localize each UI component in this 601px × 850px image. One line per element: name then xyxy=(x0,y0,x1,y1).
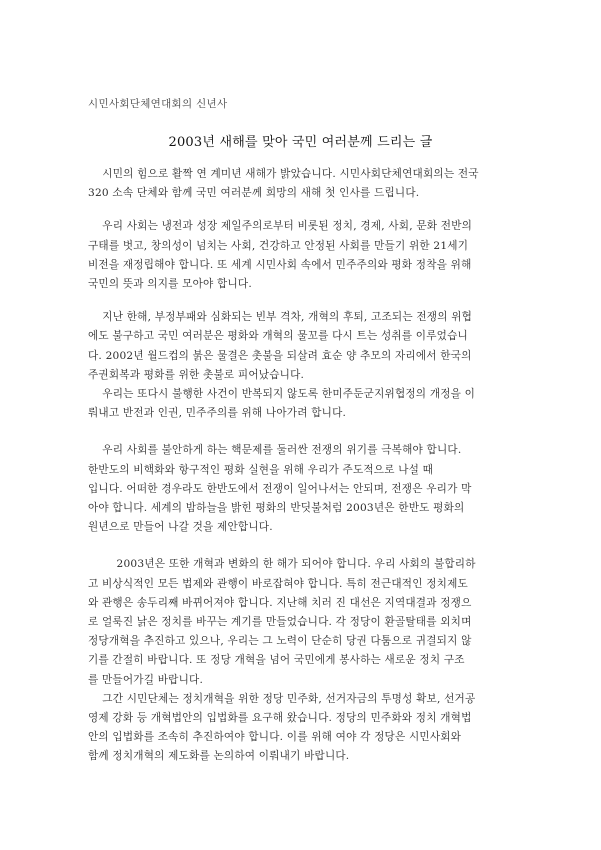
paragraph-line: 구태를 벗고, 창의성이 넘치는 사회, 건강하고 안정된 사회를 만들기 위한 21세기 xyxy=(88,239,469,252)
paragraph-line: 지난 한해, 부정부패와 심화되는 빈부 격차, 개혁의 후퇴, 고조되는 전쟁의 위협 xyxy=(88,311,473,324)
paragraph xyxy=(88,555,518,766)
paragraph-line: 320 소속 단체와 함께 국민 여러분께 희망의 새해 첫 인사를 드립니다. xyxy=(88,187,420,200)
paragraph-line: 영제 강화 등 개혁법안의 입법화를 요구해 왔습니다. 정당의 민주화와 정치 개혁법 xyxy=(88,712,472,725)
paragraph-line: 아야 합니다. 세계의 밤하늘을 밝힌 평화의 반딧불처럼 2003년은 한반도 평화의 xyxy=(88,502,465,515)
paragraph-line: 안의 입법화를 조속히 추진하여야 합니다. 이를 위해 여야 각 정당은 시민사회와 xyxy=(88,731,462,744)
paragraph-line: 다. 2002년 월드컵의 붉은 물결은 촛불을 되살려 효순 양 추모의 자리에서 한국의 xyxy=(88,349,472,362)
paragraph-line: 뤄내고 반전과 인권, 민주주의를 위해 나아가려 합니다. xyxy=(88,407,347,420)
paragraph-line: 에도 불구하고 국민 여러분은 평화와 개혁의 물꼬를 다시 트는 성취를 이루었습니 xyxy=(88,330,468,343)
paragraph-line: 정당개혁을 추진하고 있으나, 우리는 그 노력이 단순히 당권 다툼으로 귀결되지 않 xyxy=(88,635,472,648)
paragraph-line: 우리 사회를 불안하게 하는 핵문제를 둘러싼 전쟁의 위기를 극복해야 합니다. xyxy=(88,444,462,457)
paragraph-line: 를 만들어가길 바랍니다. xyxy=(88,673,204,686)
paragraph-line: 기를 간절히 바랍니다. 또 정당 개혁을 넘어 국민에게 봉사하는 새로운 정치 구조 xyxy=(88,654,465,667)
paragraph-line: 시민의 힘으로 활짝 연 계미년 새해가 밝았습니다. 시민사회단체연대회의는 전국 xyxy=(88,168,479,180)
paragraph-line: 와 관행은 송두리째 바뀌어져야 합니다. 지난해 치러 진 대선은 지역대결과 정쟁으 xyxy=(88,596,472,609)
paragraph xyxy=(88,165,518,203)
paragraph-line: 한반도의 비핵화와 항구적인 평화 실현을 위해 우리가 주도적으로 나설 때 xyxy=(88,463,434,476)
paragraph-line: 국민의 뜻과 의지를 모아야 합니다. xyxy=(88,278,252,291)
paragraph xyxy=(88,217,518,294)
paragraph-line: 그간 시민단체는 정치개혁을 위한 정당 민주화, 선거자금의 투명성 확보, 선거공 xyxy=(88,692,476,705)
paragraph-line: 2003년은 또한 개혁과 변화의 한 해가 되어야 합니다. 우리 사회의 불합리하 xyxy=(88,558,476,571)
paragraph-line: 입니다. 어떠한 경우라도 한반도에서 전쟁이 일어나서는 안되며, 전쟁은 우리가 막 xyxy=(88,482,472,495)
paragraph-line: 우리는 또다시 불행한 사건이 반복되지 않도록 한미주둔군지위협정의 개정을 이 xyxy=(88,388,476,401)
paragraph-line: 원년으로 만들어 나갈 것을 제안합니다. xyxy=(88,521,273,534)
document-body xyxy=(88,165,518,767)
paragraph xyxy=(88,441,518,537)
organization-header: 시민사회단체연대회의 신년사 xyxy=(88,98,228,110)
paragraph-line: 우리 사회는 냉전과 성장 제일주의로부터 비롯된 정치, 경제, 사회, 문화 전반의 xyxy=(88,220,473,233)
document-title: 2003년 새해를 맞아 국민 여러분께 드리는 글 xyxy=(168,135,433,150)
paragraph-line: 주권회복과 평화를 위한 촛불로 피어났습니다. xyxy=(88,368,305,381)
paragraph-line: 함께 정치개혁의 제도화를 논의하여 이뤄내기 바랍니다. xyxy=(88,750,350,763)
paragraph-line: 고 비상식적인 모든 법제와 관행이 바로잡혀야 합니다. 특히 전근대적인 정치제도 xyxy=(88,577,468,590)
paragraph-line: 비전을 재정립해야 합니다. 또 세계 시민사회 속에서 민주주의와 평화 정착을 위해 xyxy=(88,258,472,271)
paragraph xyxy=(88,308,518,423)
paragraph-line: 로 얼룩진 낡은 정치를 바꾸는 계기를 만들었습니다. 각 정당이 환골탈태를 외치며 xyxy=(88,616,472,629)
